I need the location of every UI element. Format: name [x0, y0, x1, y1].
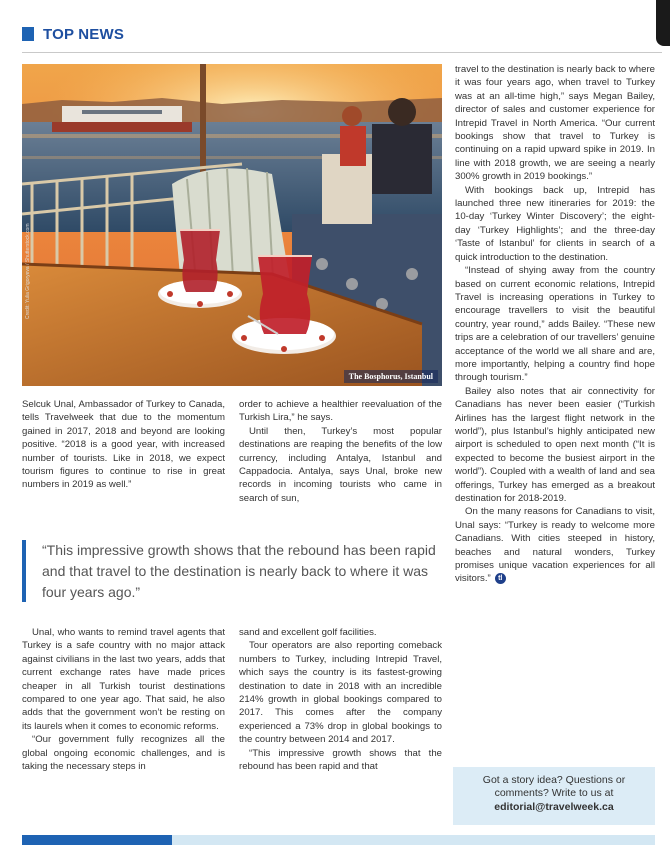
tea-on-terrace-illustration — [22, 64, 442, 386]
header-rule — [22, 52, 662, 53]
column-1-upper — [22, 398, 225, 492]
pull-quote — [22, 540, 442, 602]
column-2-lower — [239, 626, 442, 773]
end-of-story-mark: tl — [495, 573, 506, 584]
paragraph: Until then, Turkey’s most popular destinations are reaping the benefits of the low currency, including Antalya, Istanbul and Cappadocia. Antalya, says Unal, broke new records in incoming tourists who came in search of sun, — [239, 425, 442, 504]
paragraph: order to achieve a healthier reevaluation of the Turkish Lira,” he says. — [239, 399, 442, 424]
paragraph: “Instead of shying away from the country based on current economic relations, Intrepid Travel is increasing operations in Turkey to encourage travellers to visit the beautiful country, year round,” adds Bailey. “These new trips are a celebration of our travellers’ genuine acceptance of the world we all share and are, more importantly, helping a country find hope through tourism.” — [455, 265, 655, 384]
paragraph: “This impressive growth shows that the rebound has been rapid and that — [239, 747, 442, 773]
column-1-lower — [22, 626, 225, 773]
section-title: TOP NEWS — [43, 25, 125, 43]
paragraph: Unal, who wants to remind travel agents that Turkey is a safe country with no major attack against civilians in the last two years, adds that current exchange rates have made prices cheaper in all Turkish tourist destinations compared to one year ago. That said, he also adds that the government won’t be resting on its laurels when it comes to economic reforms. — [22, 627, 225, 732]
paragraph — [455, 505, 655, 585]
story-idea-box — [453, 767, 655, 825]
footer-bar-accent — [22, 835, 172, 845]
photo-credit: Credit: Yulia Grigoryeva / Shutterstock.com — [25, 223, 31, 319]
paragraph: travel to the destination is nearly back to where it was four years ago, when travel to Turkey was at an all-time high,” says Megan Bailey, director of sales and customer experience for Intrepid Travel in North America. “Our current bookings show that travel to Turkey is continuing on a rapid upward spike in 2019. In line with 2018 growth, we are seeing a nearly 300% growth in 2019 bookings.” — [455, 64, 655, 183]
editorial-email-link[interactable]: editorial@travelweek.ca — [494, 801, 614, 813]
pull-quote-text: “This impressive growth shows that the rebound has been rapid and that travel to the destination is nearly back to where it was four years ago.” — [42, 542, 436, 600]
paragraph: Selcuk Unal, Ambassador of Turkey to Canada, tells Travelweek that due to the momentum gained in 2017, 2018 and beyond are looking positive. “2018 is a good year, with increased number of tourists. Like in 2018, we expect tourism figures to continue to rise in great numbers in 2019 as well.” — [22, 399, 225, 491]
story-idea-line-1: Got a story idea? Questions or — [482, 774, 626, 786]
paragraph: With bookings back up, Intrepid has launched three new itineraries for 2019: the 10-day ‘Turkey Winter Discovery’; the eight-day ‘Turkey Highlights’; and the three-day ‘Taste of Istanbul’ for clients in search of a quick introduction to the destination. — [455, 184, 655, 263]
photo-caption: The Bosphorus, Istanbul — [344, 370, 438, 383]
paragraph-text: On the many reasons for Canadians to visit, Unal says: “Turkey is ready to welcome more Canadians. With cities steeped in history, beaches and natural wonders, Turkey promises unique vacation experiences for all visitors.” — [455, 506, 655, 585]
section-header — [22, 22, 124, 46]
story-idea-line-2: comments? Write to us at — [494, 787, 614, 799]
paragraph: “Our government fully recognizes all the global ongoing economic challenges, and is taking the necessary steps in — [22, 734, 225, 773]
column-3 — [455, 63, 655, 586]
paragraph: sand and excellent golf facilities. — [239, 627, 377, 638]
bosphorus-photo — [22, 64, 442, 386]
column-2-upper — [239, 398, 442, 505]
section-marker-square — [22, 27, 34, 41]
paragraph: Tour operators are also reporting comeback numbers to Turkey, including Intrepid Travel, which says the country is its fastest-growing destination to date in 2018 with an incredible 214% growth in global bookings compared to 2017. This comes after the company experienced a 73% drop in global bookings to the country between 2014 and 2017. — [239, 640, 442, 746]
page-corner-decoration — [656, 0, 670, 46]
footer-bar — [172, 835, 655, 845]
paragraph: Bailey also notes that air connectivity for Canadians has never been easier (“Turkish Airlines has the largest flight network in the world”), plus Istanbul’s highly anticipated new airport is scheduled to open next month (“It is expected to become the busiest airport in the world”). Coupled with a wealth of land and sea offerings, Turkey has emerged as a breakout destination for 2018-2019. — [455, 385, 655, 504]
